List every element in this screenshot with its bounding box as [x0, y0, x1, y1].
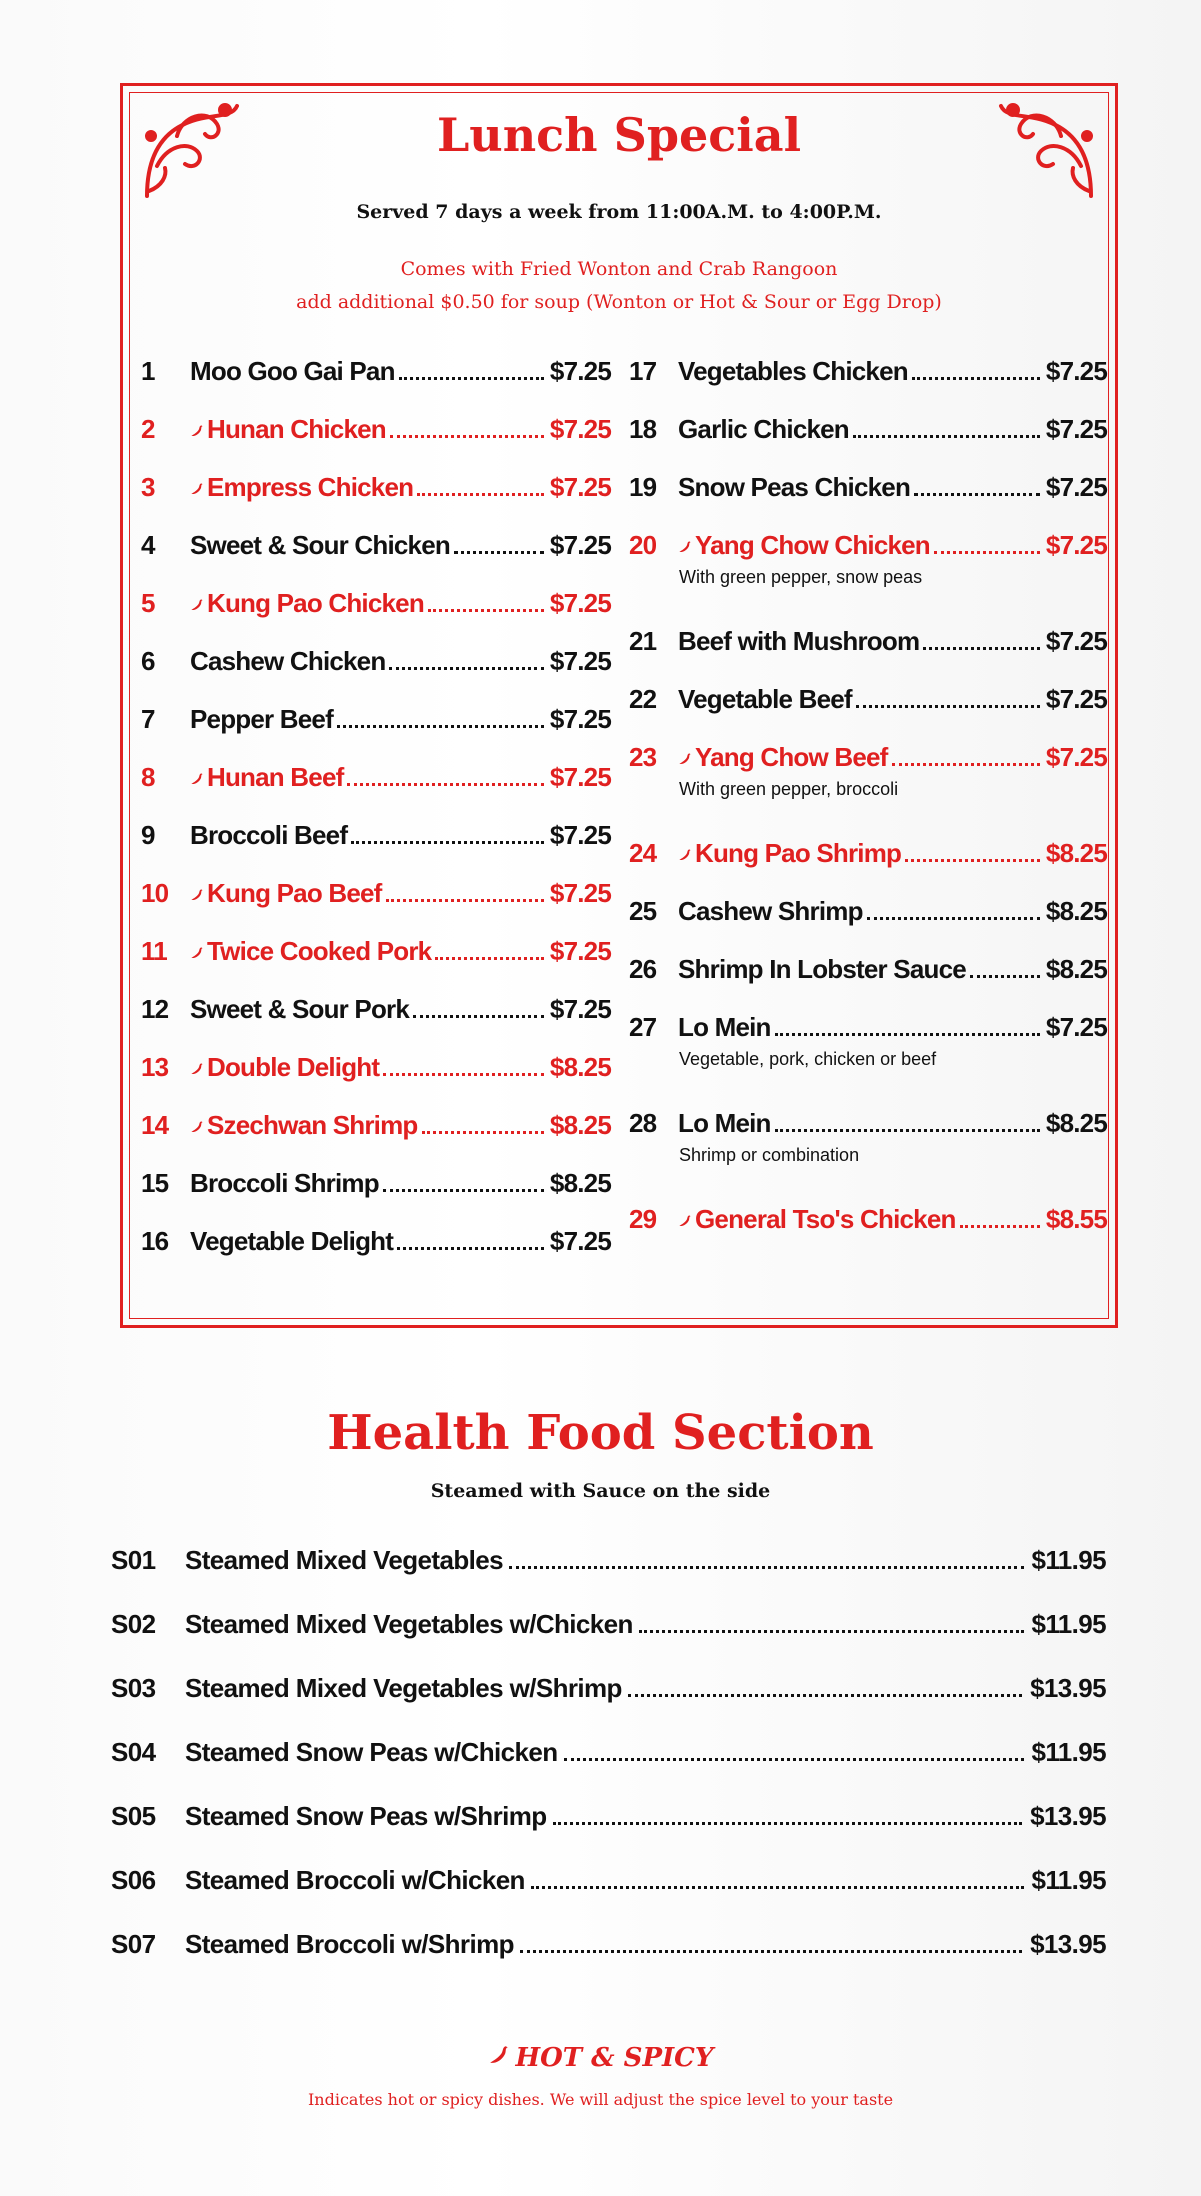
- item-name-text: Sweet & Sour Pork: [190, 994, 410, 1024]
- item-number: 29: [629, 1204, 657, 1234]
- menu-item-row: [629, 414, 1107, 445]
- menu-item-row: [141, 1110, 611, 1141]
- lunch-menu-item: [141, 820, 611, 878]
- item-name: Steamed Snow Peas w/Chicken: [185, 1737, 558, 1767]
- leader-dots: [337, 725, 544, 728]
- lunch-menu-item: [629, 896, 1107, 954]
- health-menu-item: [111, 1801, 1106, 1865]
- item-number: 7: [141, 704, 155, 734]
- item-number: 25: [629, 896, 657, 926]
- menu-item-row: [629, 684, 1107, 715]
- hot-spicy-description: Indicates hot or spicy dishes. We will adjust the spice level to your taste: [307, 2090, 894, 2109]
- lunch-column-left: [141, 356, 611, 1284]
- item-name: [190, 530, 450, 561]
- lunch-menu-item: [141, 1110, 611, 1168]
- item-number: 19: [629, 472, 657, 502]
- leader-dots: [520, 1950, 1022, 1953]
- item-price: $7.25: [549, 936, 611, 966]
- leader-dots: [775, 1033, 1040, 1036]
- item-name-text: Broccoli Shrimp: [190, 1168, 379, 1198]
- item-number: 10: [141, 878, 169, 908]
- health-menu-item: [111, 1737, 1106, 1801]
- item-note: With green pepper, broccoli: [679, 779, 899, 799]
- item-name: [678, 896, 863, 927]
- item-name-text: Kung Pao Chicken: [207, 588, 424, 618]
- soup-addon-line: add additional $0.50 for soup (Wonton or Hot & Sour or Egg Drop): [296, 291, 942, 313]
- item-name: [678, 742, 888, 773]
- leader-dots: [413, 1015, 544, 1018]
- leader-dots: [934, 551, 1040, 554]
- item-price: $7.25: [1045, 626, 1107, 656]
- leader-dots: [970, 975, 1040, 978]
- lunch-menu-item: [629, 742, 1107, 838]
- item-number: 4: [141, 530, 155, 560]
- menu-item-row: [141, 646, 611, 677]
- lunch-menu-item: [629, 838, 1107, 896]
- leader-dots: [422, 1131, 544, 1134]
- menu-item-row: [629, 1012, 1107, 1043]
- item-number: 16: [141, 1226, 169, 1256]
- lunch-menu-item: [629, 530, 1107, 626]
- item-name: [190, 1168, 379, 1199]
- item-number: 2: [141, 414, 155, 444]
- item-name: [678, 356, 908, 387]
- item-number: 18: [629, 414, 657, 444]
- lunch-special-title: Lunch Special: [436, 108, 802, 162]
- lunch-menu-item: [141, 646, 611, 704]
- item-number: 13: [141, 1052, 169, 1082]
- health-section-title: Health Food Section: [327, 1405, 874, 1461]
- item-number: 12: [141, 994, 169, 1024]
- item-number: 8: [141, 762, 155, 792]
- item-price: $8.25: [1045, 954, 1107, 984]
- lunch-menu-item: [629, 472, 1107, 530]
- item-name-text: Cashew Chicken: [190, 646, 386, 676]
- item-price: $7.25: [549, 820, 611, 850]
- item-note: Shrimp or combination: [679, 1145, 860, 1165]
- lunch-menu-item: [141, 994, 611, 1052]
- item-name: [678, 1108, 771, 1139]
- menu-item-row: [629, 1204, 1107, 1235]
- chili-pepper-icon: [678, 752, 692, 766]
- chili-pepper-icon: [678, 540, 692, 554]
- menu-item-row: [141, 820, 611, 851]
- item-price: $7.25: [1045, 684, 1107, 714]
- item-number: 21: [629, 626, 657, 656]
- item-price: $7.25: [549, 994, 611, 1024]
- item-name: Steamed Mixed Vegetables w/Shrimp: [185, 1673, 622, 1703]
- chili-pepper-icon: [190, 888, 204, 902]
- lunch-hours: Served 7 days a week from 11:00A.M. to 4:00P.M.: [356, 201, 882, 223]
- item-price: $7.25: [549, 1226, 611, 1256]
- item-name-text: Twice Cooked Pork: [207, 936, 432, 966]
- item-name: [678, 1012, 771, 1043]
- menu-item-row: [629, 530, 1107, 561]
- item-price: $7.25: [549, 878, 611, 908]
- chili-pepper-icon: [190, 772, 204, 786]
- item-name-text: Broccoli Beef: [190, 820, 348, 850]
- leader-dots: [386, 899, 544, 902]
- leader-dots: [553, 1822, 1023, 1825]
- item-name: Steamed Snow Peas w/Shrimp: [185, 1801, 547, 1831]
- item-number: 9: [141, 820, 155, 850]
- item-price: $11.95: [1031, 1865, 1106, 1895]
- item-name-text: Yang Chow Beef: [695, 742, 888, 772]
- item-price: $7.25: [549, 646, 611, 676]
- chili-pepper-icon: [190, 482, 204, 496]
- lunch-menu-item: [629, 356, 1107, 414]
- health-menu-item: [111, 1673, 1106, 1737]
- item-name-text: Vegetable Beef: [678, 684, 852, 714]
- item-price: $8.25: [549, 1110, 611, 1140]
- item-price: $7.25: [549, 356, 611, 386]
- item-note: Vegetable, pork, chicken or beef: [679, 1049, 937, 1069]
- item-name: [190, 994, 409, 1025]
- health-item-list: [111, 1545, 1106, 1993]
- lunch-menu-item: [141, 1168, 611, 1226]
- item-code: S07: [111, 1929, 156, 1959]
- leader-dots: [892, 763, 1040, 766]
- item-name: [678, 684, 852, 715]
- lunch-menu-item: [141, 936, 611, 994]
- chili-pepper-icon: [190, 1062, 204, 1076]
- item-name-text: Empress Chicken: [207, 472, 414, 502]
- lunch-menu-item: [141, 414, 611, 472]
- leader-dots: [853, 435, 1040, 438]
- lunch-menu-item: [629, 1204, 1107, 1262]
- lunch-menu-item: [141, 472, 611, 530]
- lunch-menu-item: [629, 1108, 1107, 1204]
- leader-dots: [531, 1886, 1024, 1889]
- item-code: S06: [111, 1865, 156, 1895]
- health-menu-item: [111, 1545, 1106, 1609]
- item-price: $8.25: [549, 1168, 611, 1198]
- item-name: [190, 704, 333, 735]
- item-name-text: Sweet & Sour Chicken: [190, 530, 450, 560]
- item-name: Steamed Mixed Vegetables: [185, 1545, 503, 1575]
- item-name-text: Moo Goo Gai Pan: [190, 356, 395, 386]
- menu-item-row: [141, 762, 611, 793]
- menu-item-row: [141, 356, 611, 387]
- item-note: With green pepper, snow peas: [679, 567, 923, 587]
- lunch-menu-item: [141, 356, 611, 414]
- menu-item-row: [141, 530, 611, 561]
- leader-dots: [389, 667, 543, 670]
- item-name-text: General Tso's Chicken: [695, 1204, 956, 1234]
- item-name: [190, 356, 395, 387]
- item-name: Steamed Mixed Vegetables w/Chicken: [185, 1609, 633, 1639]
- item-name: [678, 1204, 956, 1235]
- health-menu-item: [111, 1929, 1106, 1993]
- lunch-menu-item: [141, 530, 611, 588]
- chili-pepper-icon: [190, 1120, 204, 1134]
- menu-item-row: [141, 704, 611, 735]
- health-section-subtitle: Steamed with Sauce on the side: [430, 1480, 771, 1502]
- item-name-text: Double Delight: [207, 1052, 380, 1082]
- menu-item-row: [629, 742, 1107, 773]
- item-name-text: Kung Pao Shrimp: [695, 838, 902, 868]
- item-name: [190, 762, 343, 793]
- item-price: $7.25: [549, 530, 611, 560]
- item-name-text: Hunan Chicken: [207, 414, 386, 444]
- item-price: $7.25: [1045, 1012, 1107, 1042]
- item-price: $7.25: [1045, 472, 1107, 502]
- item-number: 20: [629, 530, 657, 560]
- item-number: 14: [141, 1110, 169, 1140]
- leader-dots: [867, 917, 1040, 920]
- item-number: 26: [629, 954, 657, 984]
- leader-dots: [347, 783, 543, 786]
- health-menu-item: [111, 1609, 1106, 1673]
- includes-line: Comes with Fried Wonton and Crab Rangoon: [400, 258, 838, 280]
- chili-pepper-icon: [678, 1214, 692, 1228]
- item-price: $7.25: [549, 762, 611, 792]
- leader-dots: [775, 1129, 1040, 1132]
- leader-dots: [390, 435, 544, 438]
- leader-dots: [435, 957, 544, 960]
- item-number: 23: [629, 742, 657, 772]
- leader-dots: [912, 377, 1040, 380]
- item-name-text: Vegetable Delight: [190, 1226, 394, 1256]
- leader-dots: [960, 1225, 1040, 1228]
- lunch-menu-item: [629, 684, 1107, 742]
- leader-dots: [923, 647, 1040, 650]
- item-name: [190, 878, 382, 909]
- item-name: [190, 414, 386, 445]
- lunch-special-box: [120, 83, 1118, 1328]
- item-price: $7.25: [549, 472, 611, 502]
- item-name-text: Kung Pao Beef: [207, 878, 382, 908]
- item-name: [678, 626, 919, 657]
- item-code: S04: [111, 1737, 156, 1767]
- item-name-text: Garlic Chicken: [678, 414, 849, 444]
- menu-item-row: [141, 878, 611, 909]
- chili-pepper-icon: [488, 2044, 510, 2066]
- menu-item-row: [629, 1108, 1107, 1139]
- leader-dots: [564, 1758, 1024, 1761]
- item-name-text: Lo Mein: [678, 1012, 771, 1042]
- item-name: [190, 1226, 393, 1257]
- item-number: 3: [141, 472, 155, 502]
- chili-pepper-icon: [190, 424, 204, 438]
- item-code: S02: [111, 1609, 156, 1639]
- item-name-text: Pepper Beef: [190, 704, 333, 734]
- item-name: Steamed Broccoli w/Chicken: [185, 1865, 525, 1895]
- menu-item-row: [629, 954, 1107, 985]
- item-price: $8.25: [1045, 896, 1107, 926]
- chili-pepper-icon: [678, 848, 692, 862]
- item-name: [678, 472, 910, 503]
- leader-dots: [417, 493, 544, 496]
- item-price: $11.95: [1031, 1737, 1106, 1767]
- item-price: $11.95: [1031, 1545, 1106, 1575]
- menu-item-row: [141, 1226, 611, 1257]
- lunch-menu-item: [629, 1012, 1107, 1108]
- health-menu-item: [111, 1865, 1106, 1929]
- leader-dots: [905, 859, 1040, 862]
- item-price: $7.25: [1045, 356, 1107, 386]
- leader-dots: [397, 1247, 544, 1250]
- item-number: 1: [141, 356, 155, 386]
- leader-dots: [509, 1566, 1024, 1569]
- item-number: 6: [141, 646, 155, 676]
- item-price: $7.25: [549, 588, 611, 618]
- item-name-text: Vegetables Chicken: [678, 356, 908, 386]
- hot-spicy-legend: [0, 2043, 1201, 2073]
- leader-dots: [428, 609, 544, 612]
- leader-dots: [628, 1694, 1022, 1697]
- menu-item-row: [629, 356, 1107, 387]
- menu-item-row: [141, 1168, 611, 1199]
- item-price: $7.25: [549, 704, 611, 734]
- item-name-text: Snow Peas Chicken: [678, 472, 911, 502]
- item-price: $8.25: [1045, 838, 1107, 868]
- item-name-text: Shrimp In Lobster Sauce: [678, 954, 966, 984]
- item-name: [678, 838, 901, 869]
- lunch-menu-item: [629, 414, 1107, 472]
- item-price: $13.95: [1030, 1673, 1106, 1703]
- item-number: 5: [141, 588, 155, 618]
- lunch-menu-item: [141, 1226, 611, 1284]
- leader-dots: [351, 841, 544, 844]
- item-name: [678, 954, 966, 985]
- item-price: $7.25: [549, 414, 611, 444]
- item-number: 22: [629, 684, 657, 714]
- leader-dots: [856, 705, 1040, 708]
- chili-pepper-icon: [190, 598, 204, 612]
- item-number: 15: [141, 1168, 169, 1198]
- menu-item-row: [629, 472, 1107, 503]
- item-name-text: Hunan Beef: [207, 762, 344, 792]
- menu-item-row: [141, 588, 611, 619]
- leader-dots: [914, 493, 1040, 496]
- leader-dots: [383, 1073, 544, 1076]
- item-price: $8.55: [1045, 1204, 1107, 1234]
- item-name: [190, 820, 347, 851]
- menu-item-row: [629, 838, 1107, 869]
- lunch-menu-item: [141, 762, 611, 820]
- item-price: $8.25: [549, 1052, 611, 1082]
- item-name: [190, 646, 385, 677]
- hot-spicy-label: HOT & SPICY: [515, 2043, 714, 2073]
- item-name: [678, 530, 930, 561]
- menu-item-row: [629, 626, 1107, 657]
- item-price: $7.25: [1045, 414, 1107, 444]
- item-name-text: Lo Mein: [678, 1108, 771, 1138]
- item-name: Steamed Broccoli w/Shrimp: [185, 1929, 514, 1959]
- menu-item-row: [629, 896, 1107, 927]
- lunch-menu-item: [629, 954, 1107, 1012]
- item-number: 24: [629, 838, 657, 868]
- item-name-text: Cashew Shrimp: [678, 896, 863, 926]
- item-code: S05: [111, 1801, 156, 1831]
- item-price: $13.95: [1030, 1929, 1106, 1959]
- chili-pepper-icon: [190, 946, 204, 960]
- lunch-menu-item: [141, 588, 611, 646]
- leader-dots: [639, 1630, 1024, 1633]
- menu-item-row: [141, 994, 611, 1025]
- item-code: S03: [111, 1673, 156, 1703]
- item-name: [190, 1052, 379, 1083]
- menu-item-row: [141, 1052, 611, 1083]
- item-number: 28: [629, 1108, 657, 1138]
- item-name: [190, 936, 431, 967]
- lunch-includes-note: [123, 253, 1115, 319]
- menu-item-row: [141, 472, 611, 503]
- item-code: S01: [111, 1545, 156, 1575]
- lunch-column-right: [629, 356, 1107, 1262]
- item-price: $11.95: [1031, 1609, 1106, 1639]
- lunch-menu-item: [141, 878, 611, 936]
- item-price: $8.25: [1045, 1108, 1107, 1138]
- leader-dots: [454, 551, 544, 554]
- lunch-menu-item: [141, 1052, 611, 1110]
- lunch-menu-item: [629, 626, 1107, 684]
- item-name-text: Szechwan Shrimp: [207, 1110, 418, 1140]
- item-name: [190, 1110, 418, 1141]
- item-price: $7.25: [1045, 530, 1107, 560]
- item-name: [190, 588, 424, 619]
- item-name-text: Yang Chow Chicken: [695, 530, 930, 560]
- item-price: $13.95: [1030, 1801, 1106, 1831]
- leader-dots: [383, 1189, 544, 1192]
- lunch-menu-item: [141, 704, 611, 762]
- item-number: 27: [629, 1012, 657, 1042]
- item-number: 11: [141, 936, 167, 966]
- item-price: $7.25: [1045, 742, 1107, 772]
- item-name: [190, 472, 413, 503]
- item-name: [678, 414, 849, 445]
- leader-dots: [399, 377, 544, 380]
- item-number: 17: [629, 356, 657, 386]
- menu-item-row: [141, 414, 611, 445]
- item-name-text: Beef with Mushroom: [678, 626, 920, 656]
- menu-item-row: [141, 936, 611, 967]
